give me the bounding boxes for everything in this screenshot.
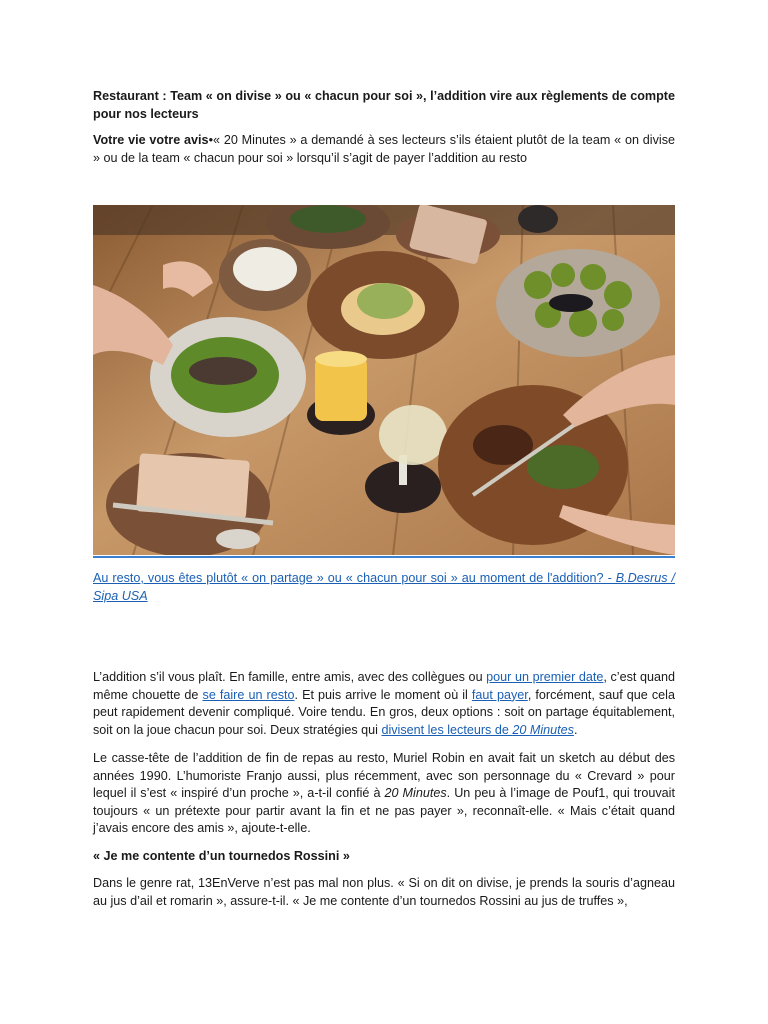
link-divisent-lecteurs-italic[interactable]: 20 Minutes: [512, 722, 574, 737]
p1-text-5: .: [573, 722, 578, 737]
caption-credit[interactable]: - B.Desrus / Sipa USA: [93, 571, 675, 603]
link-se-faire-un-resto[interactable]: se faire un resto: [202, 687, 295, 702]
paragraph-3: Dans le genre rat, 13EnVerve n’est pas mal non plus. « Si on dit on divise, je prends la souris d’agneau au jus d’ail et romarin », assure-t-il. « Je me contente d’un tournedos Rossini au jus de truffes »,: [93, 876, 675, 908]
p2-text-2: . Un peu à l’image de Pouf1, qui trouvait toujours « un prétexte pour partir avant la fin et ne pas payer », reconnaît-elle. « Mais c’était quand j’avais encore des amis », ajoute-t-elle.: [93, 786, 675, 836]
link-premier-date[interactable]: pour un premier date: [486, 670, 604, 684]
paragraph-1: [93, 669, 675, 739]
paragraph-2: [93, 750, 675, 838]
article-photo: [93, 205, 675, 555]
p2-text-1: Le casse-tête de l’addition de fin de repas au resto, Muriel Robin en avait fait un sketch au début des années 1990. L’humoriste Franjo aussi, plus récemment, avec son personnage du « Crevard » pour lequel il s’est « inspiré d’un proche », a-t-il confié à: [93, 751, 675, 801]
lead-kicker: Votre vie votre avis: [93, 133, 209, 147]
p1-text-3: . Et puis arrive le moment où il: [294, 687, 472, 702]
caption-rule: [93, 556, 675, 558]
article-title: Restaurant : Team « on divise » ou « chacun pour soi », l’addition vire aux règlements de compte pour nos lecteurs: [93, 89, 675, 121]
lead-text: « 20 Minutes » a demandé à ses lecteurs s’ils étaient plutôt de la team « on divise » ou de la team « chacun pour soi » lorsqu’il s’agit de payer l’addition au resto: [93, 133, 675, 165]
restaurant-table-illustration: [93, 205, 675, 555]
caption-text[interactable]: Au resto, vous êtes plutôt « on partage » ou « chacun pour soi » au moment de l'addition?: [93, 571, 608, 585]
lead-bullet: •: [208, 133, 213, 147]
section-subheading: « Je me contente d’un tournedos Rossini »: [93, 849, 350, 863]
photo-caption[interactable]: [93, 570, 675, 605]
p1-text-4: , forcément, sauf que cela peut rapidement devenir compliqué. Voire tendu. En gros, deux options : soit on partage équitablement, soit on la joue chacun pour soi. Deux stratégies qui: [93, 687, 675, 737]
p1-text-2: , c’est quand même chouette de: [93, 670, 675, 702]
article-lead: [93, 132, 675, 167]
link-divisent-lecteurs[interactable]: [381, 723, 574, 737]
link-faut-payer[interactable]: faut payer: [471, 687, 528, 702]
p2-italic: 20 Minutes: [384, 786, 447, 801]
link-divisent-lecteurs-text[interactable]: divisent les lecteurs de: [381, 722, 513, 737]
p1-text-1: L’addition s’il vous plaît. En famille, entre amis, avec des collègues ou: [93, 670, 487, 684]
